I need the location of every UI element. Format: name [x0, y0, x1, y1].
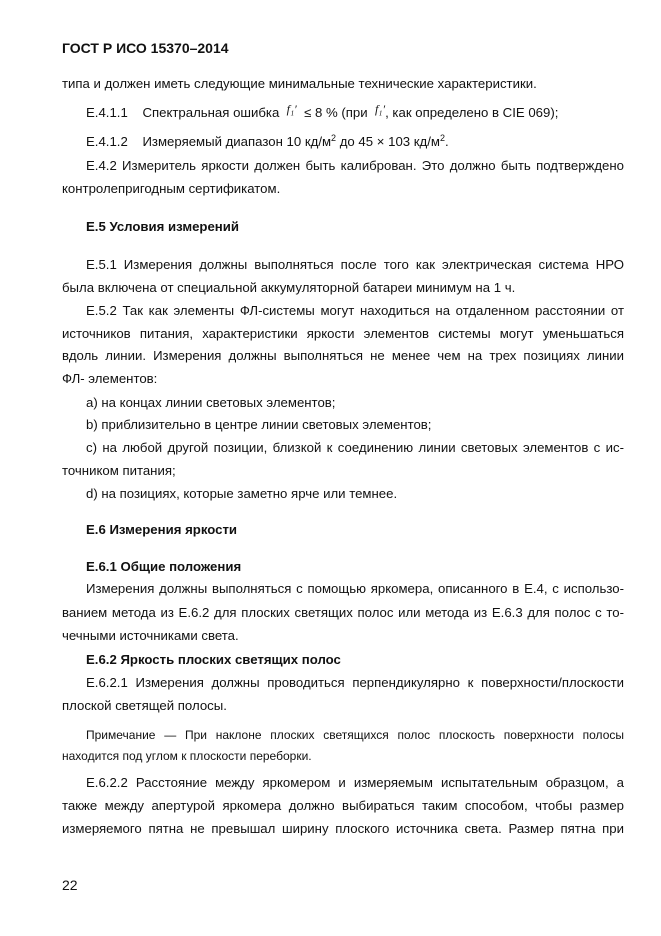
- list-item-d: d) на позициях, которые заметно ярче или темнее.: [86, 486, 398, 501]
- list-item-c-line2: точником питания;: [62, 463, 176, 478]
- paragraph-e42-line1: Е.4.2 Измеритель яркости должен быть калиброван. Это должно быть подтверждено: [86, 158, 624, 173]
- paragraph-e622-line3: измеряемого пятна не превышал ширину плоского источника света. Размер пятна при: [62, 821, 624, 836]
- range-text-b: до 45 × 103 кд/м: [336, 134, 440, 149]
- paragraph-e61-line1: Измерения должны выполняться с помощью яркомера, описанного в Е.4, с использо-: [86, 581, 624, 596]
- clause-rest: , как определено в CIE 069);: [385, 105, 559, 120]
- clause-e412: [86, 134, 449, 151]
- paragraph-e52-line4: ФЛ- элементов:: [62, 371, 158, 386]
- section-heading-e5: Е.5 Условия измерений: [86, 219, 239, 234]
- clause-number: Е.4.1.2: [86, 134, 128, 149]
- superscript: 2: [439, 133, 445, 143]
- paragraph-e51-line2: была включена от специальной аккумуляторной батареи минимум на 1 ч.: [62, 280, 516, 295]
- paragraph-e61-line2: ванием метода из Е.6.2 для плоских светящих полос или метода из Е.6.3 для полос с то-: [62, 605, 624, 620]
- clause-e411: [86, 102, 559, 121]
- paragraph-e52-line2: источников питания, характеристики яркости элементов системы могут уменьшаться: [62, 326, 624, 341]
- clause-label: Спектральная ошибка: [142, 105, 280, 120]
- paragraph-e621-line1: Е.6.2.1 Измерения должны проводиться перпендикулярно к поверхности/плоскости: [86, 675, 624, 690]
- paragraph-e52-line3: вдоль линии. Измерения должны выполняться не менее чем на трех позициях линии: [62, 348, 624, 363]
- paragraph-e622-line1: Е.6.2.2 Расстояние между яркомером и измеряемым испытательным образцом, а: [86, 775, 624, 790]
- superscript: 2: [331, 133, 337, 143]
- paragraph-e621-line2: плоской светящей полосы.: [62, 698, 227, 713]
- note-line2: находится под углом к плоскости переборки.: [62, 749, 312, 763]
- paragraph-e622-line2: также между апертурой яркомера должно выбираться таким способом, чтобы размер: [62, 798, 624, 813]
- list-item-a: а) на концах линии световых элементов;: [86, 395, 336, 410]
- formula-f1: f₁′: [286, 102, 297, 116]
- section-heading-e6: Е.6 Измерения яркости: [86, 522, 238, 537]
- document-header: ГОСТ Р ИСО 15370–2014: [62, 40, 229, 56]
- paragraph-e52-line1: Е.5.2 Так как элементы ФЛ-системы могут находиться на отдаленном расстоянии от: [86, 303, 624, 318]
- range-text-c: .: [445, 134, 449, 149]
- note-line1: Примечание — При наклоне плоских светящихся полос плоскость поверхности полосы: [86, 728, 624, 742]
- paragraph-e42-line2: контролепригодным сертификатом.: [62, 181, 281, 196]
- list-item-c-line1: с) на любой другой позиции, близкой к соединению линии световых элементов с ис-: [86, 440, 624, 455]
- range-text-a: Измеряемый диапазон 10 кд/м: [142, 134, 332, 149]
- subsection-heading-e62: Е.6.2 Яркость плоских светящих полос: [86, 652, 341, 667]
- paragraph-e61-line3: чечными источниками света.: [62, 628, 239, 643]
- intro-line: типа и должен иметь следующие минимальные технические характеристики.: [62, 76, 537, 91]
- formula-f2: f₁′: [374, 102, 386, 116]
- list-item-b: b) приблизительно в центре линии световых элементов;: [86, 417, 432, 432]
- clause-number: Е.4.1.1: [86, 105, 128, 120]
- subsection-heading-e61: Е.6.1 Общие положения: [86, 559, 242, 574]
- paragraph-e51-line1: Е.5.1 Измерения должны выполняться после того как электрическая система НРО: [86, 257, 624, 272]
- clause-condition: ≤ 8 % (при: [304, 105, 368, 120]
- page-number: 22: [62, 877, 78, 893]
